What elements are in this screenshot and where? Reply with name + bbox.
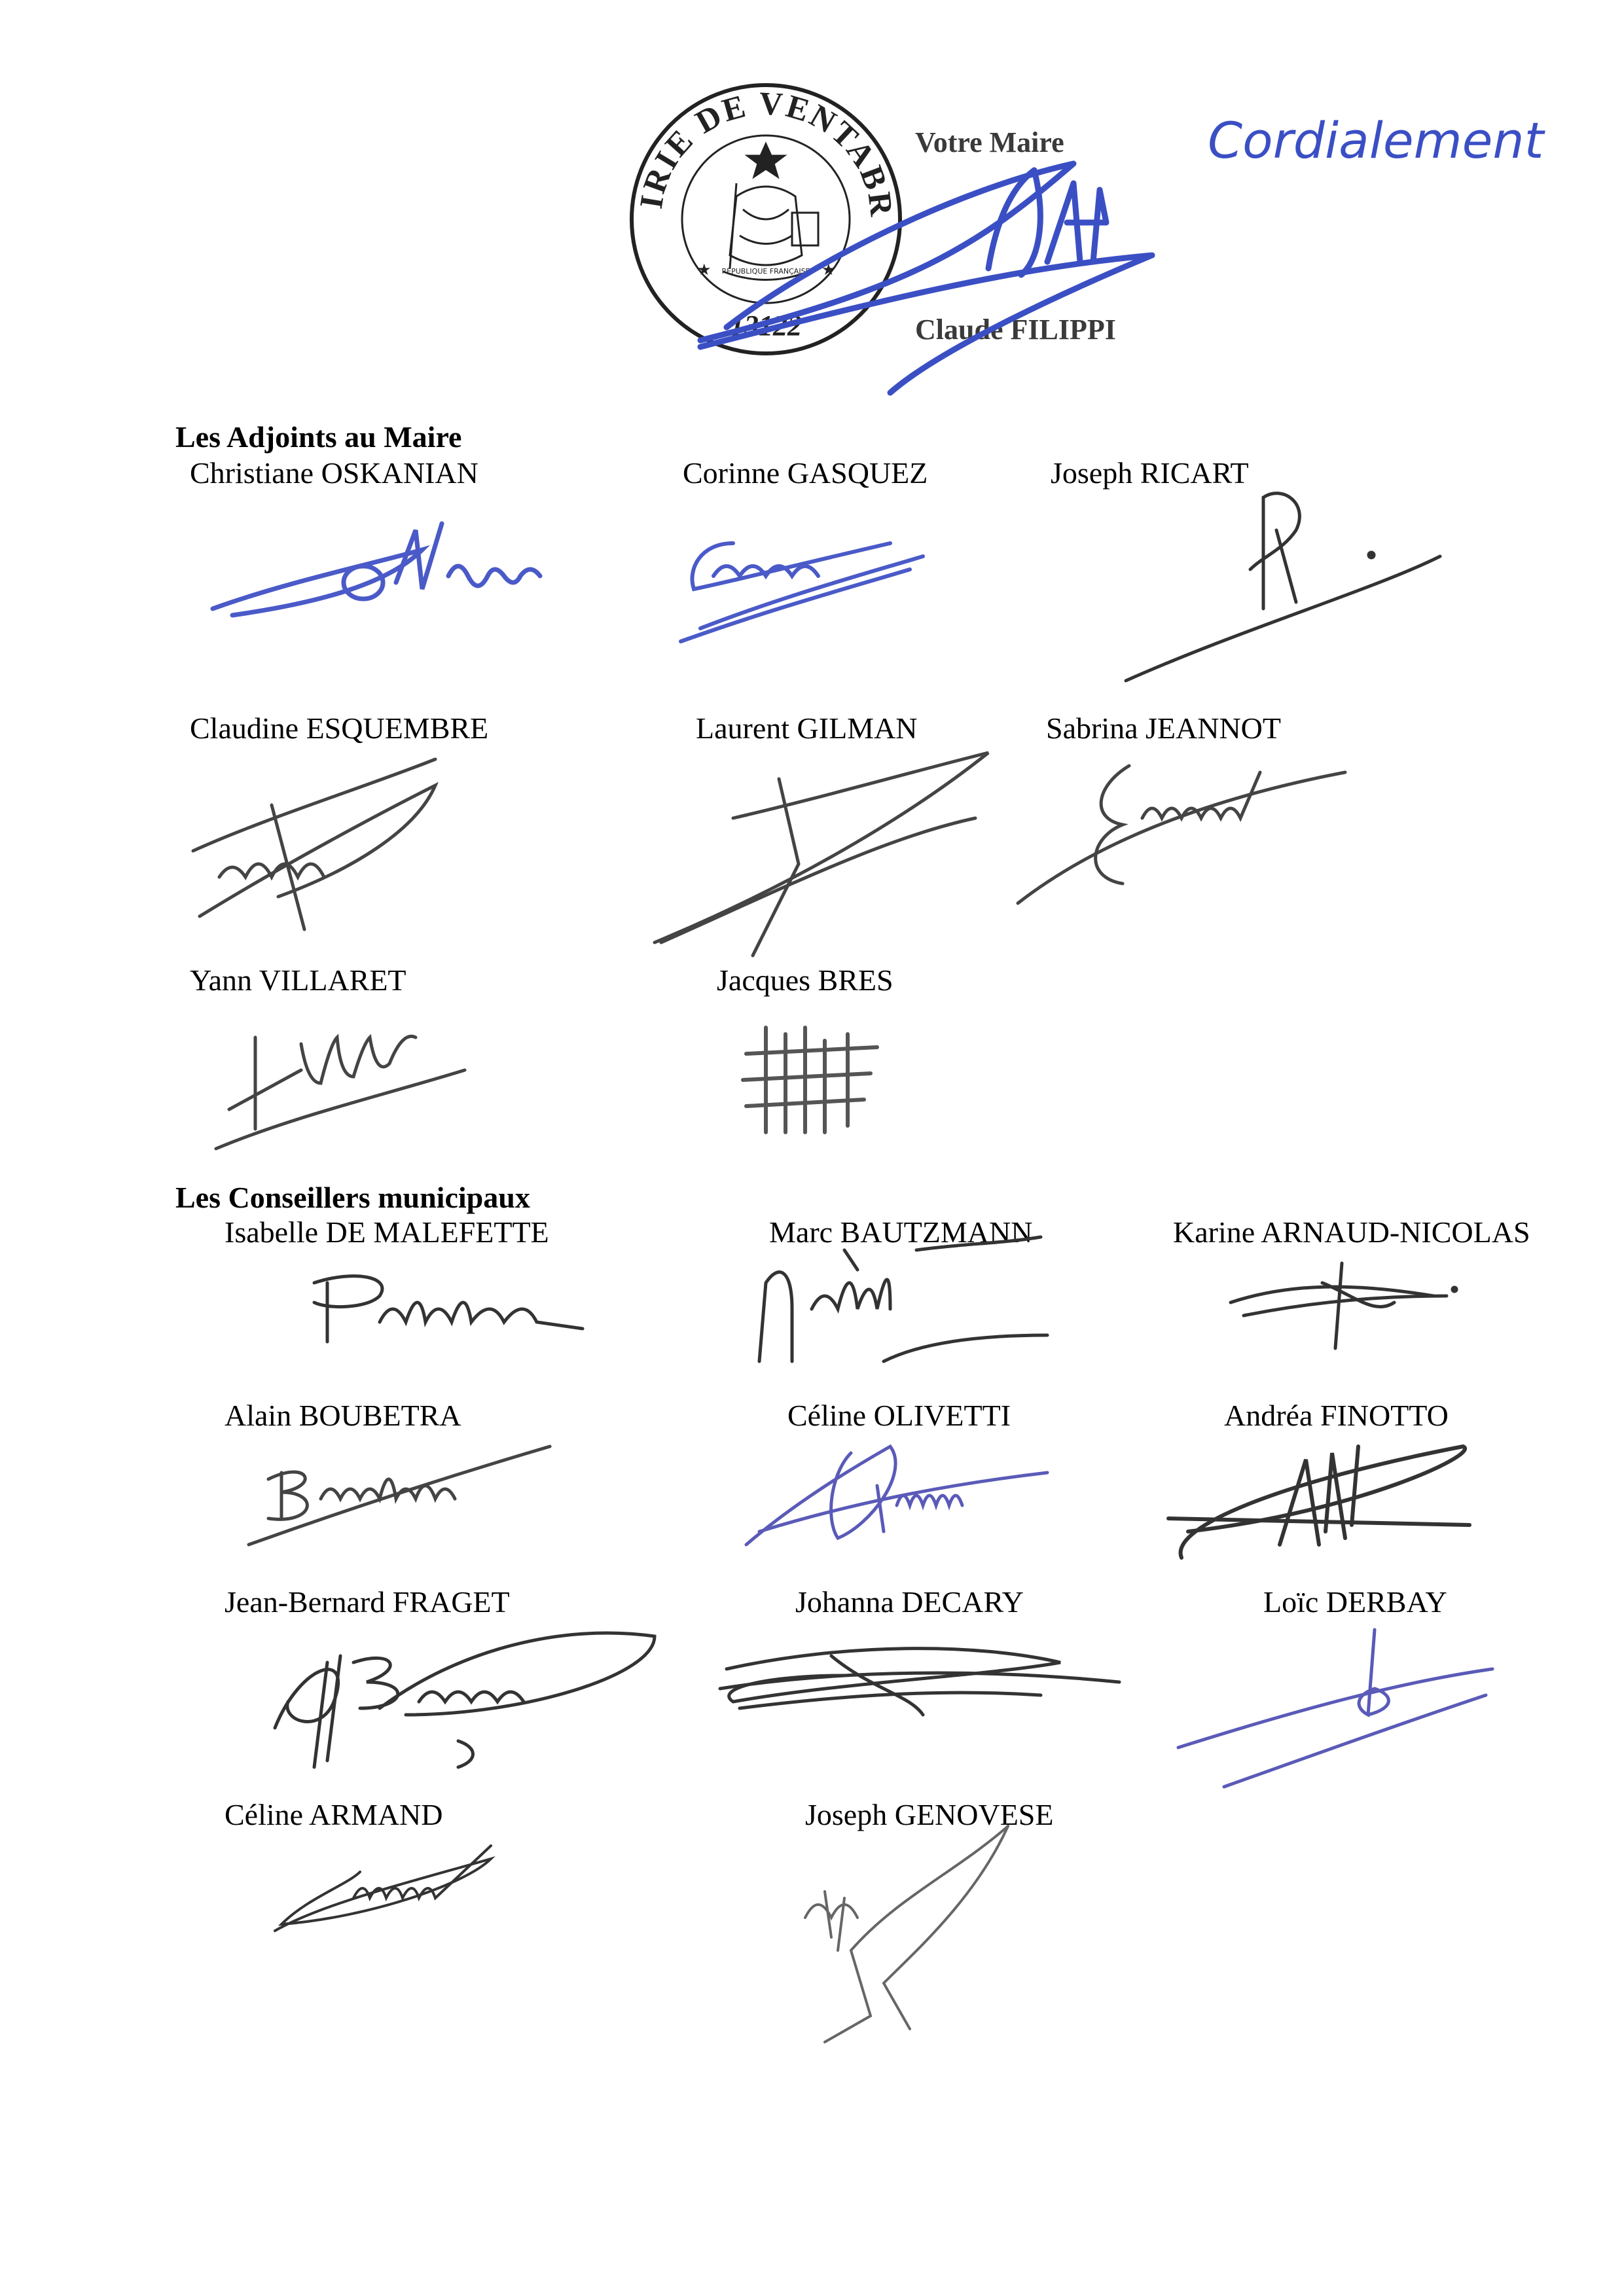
signatory-name: Johanna DECARY	[795, 1585, 1024, 1619]
signatory-name: Loïc DERBAY	[1263, 1585, 1447, 1619]
svg-text:★: ★	[697, 260, 712, 279]
adjoints-heading: Les Adjoints au Maire	[175, 420, 462, 454]
signature-genovese	[785, 1820, 1028, 2049]
signatory-name: Jean-Bernard FRAGET	[225, 1585, 510, 1619]
seal-postcode: 13122	[730, 310, 802, 342]
signature-de-malefette	[301, 1270, 589, 1348]
signatory-name: Isabelle DE MALEFETTE	[225, 1215, 549, 1249]
signatory-name: Christiane OSKANIAN	[190, 456, 478, 490]
signatory-name: Alain BOUBETRA	[225, 1399, 461, 1432]
closing-greeting: Cordialement	[1208, 111, 1544, 170]
mayor-name: Claude FILIPPI	[915, 314, 1116, 346]
signatory-name: Céline OLIVETTI	[787, 1399, 1011, 1432]
signature-fraget	[262, 1623, 668, 1774]
signatory-name: Marc BAUTZMANN	[769, 1215, 1033, 1249]
signatory-name: Joseph GENOVESE	[805, 1798, 1054, 1831]
signature-jeannot	[1011, 746, 1352, 916]
seal-ring-text: MAIRIE DE VENTABREN	[608, 49, 901, 220]
signature-arnaud-nicolas	[1224, 1257, 1460, 1355]
svg-text:★: ★	[821, 260, 836, 279]
mayor-signature	[681, 131, 1191, 406]
signature-villaret	[216, 998, 478, 1155]
signature-bres	[733, 1021, 884, 1139]
signature-decary	[713, 1630, 1132, 1728]
signature-ricart	[1113, 478, 1453, 687]
signature-armand	[268, 1839, 504, 1937]
signatory-name: Céline ARMAND	[225, 1798, 443, 1831]
signature-gilman	[648, 746, 1001, 962]
signatory-name: Corinne GASQUEZ	[683, 456, 928, 490]
seal-small-text: RÉPUBLIQUE FRANÇAISE	[721, 267, 810, 276]
signature-boubetra	[242, 1433, 556, 1551]
signature-derbay	[1172, 1623, 1499, 1793]
signature-finotto	[1162, 1427, 1483, 1564]
signatory-name: Laurent GILMAN	[696, 711, 918, 745]
signatory-name: Karine ARNAUD-NICOLAS	[1173, 1215, 1530, 1249]
signatory-name: Yann VILLARET	[190, 963, 406, 997]
signature-bautzmann	[753, 1230, 1060, 1368]
signatory-name: Claudine ESQUEMBRE	[190, 711, 489, 745]
mayor-title: Votre Maire	[915, 126, 1064, 158]
signatory-name: Sabrina JEANNOT	[1046, 711, 1281, 745]
conseillers-heading: Les Conseillers municipaux	[175, 1181, 530, 1214]
signatory-name: Andréa FINOTTO	[1224, 1399, 1449, 1432]
signature-oskanian	[206, 511, 586, 628]
signature-olivetti	[740, 1433, 1054, 1558]
signatory-name: Joseph RICART	[1051, 456, 1249, 490]
signature-esquembre	[187, 746, 455, 936]
signatory-name: Jacques BRES	[717, 963, 893, 997]
signature-gasquez	[674, 517, 936, 648]
